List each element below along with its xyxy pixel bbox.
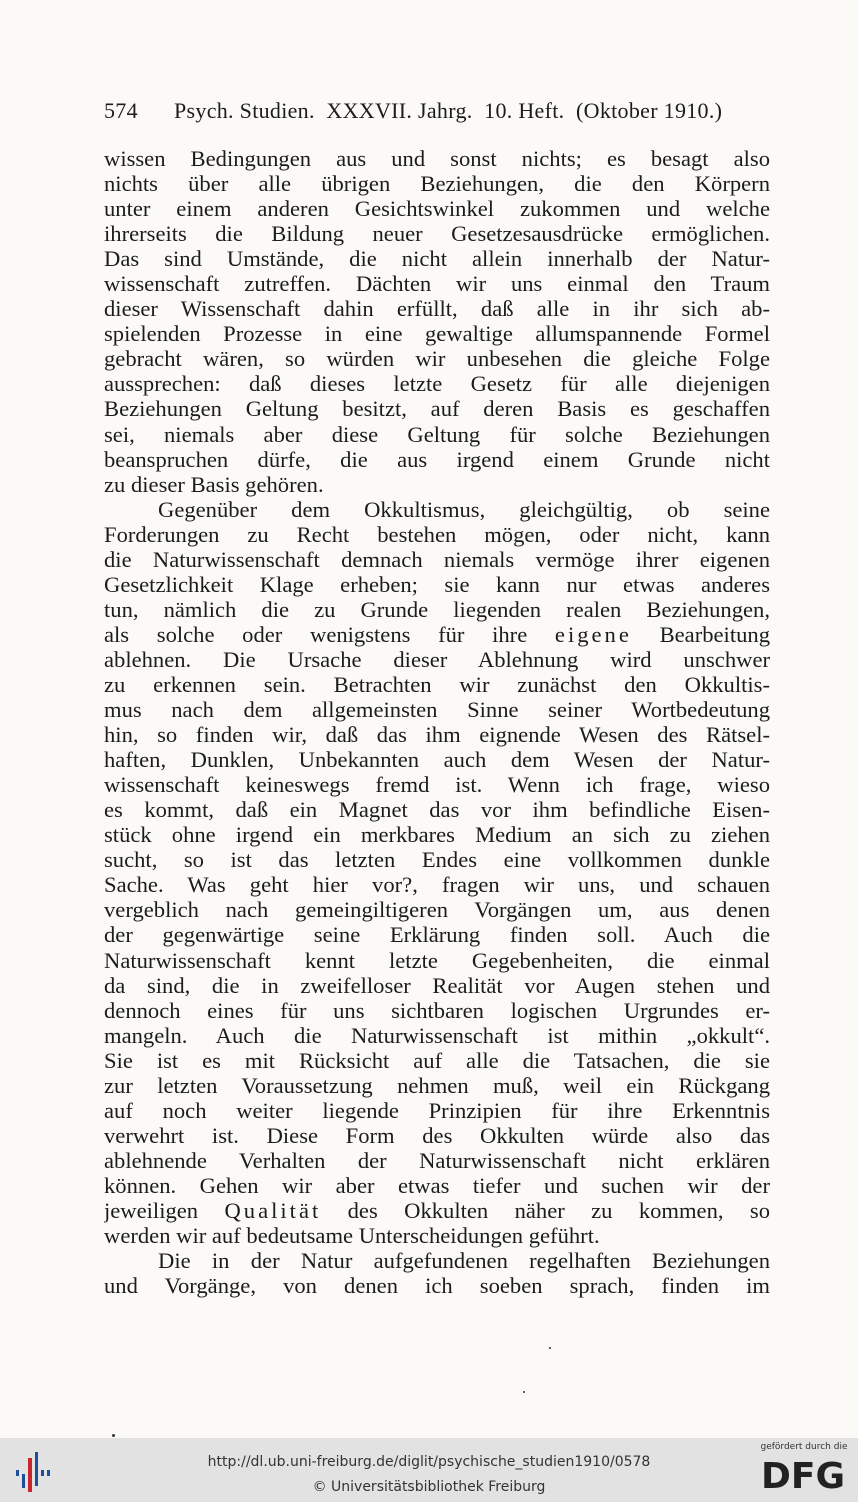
text-line: nichts über alle übrigen Beziehungen, die den Körpern [104,171,770,197]
text-segment: jeweiligen [104,1197,225,1223]
text-line: es kommt, daß ein Magnet das vor ihm befindliche Eisen- [104,797,770,823]
body-text [104,146,770,1298]
text-line: beanspruchen dürfe, die aus irgend einem Grunde nicht [104,446,770,472]
text-line: ihrerseits die Bildung neuer Gesetzesausdrücke ermöglichen. [104,221,770,247]
text-line: zur letzten Voraussetzung nehmen muß, weil ein Rückgang [104,1072,770,1098]
page-number: 574 [104,98,138,123]
scan-speck [549,1347,551,1349]
text-line: spielenden Prozesse in eine gewaltige allumspannende Formel [104,321,770,347]
text-line: tun, nämlich die zu Grunde liegenden realen Beziehungen, [104,596,770,622]
text-line: Sie ist es mit Rücksicht auf alle die Tatsachen, die sie [104,1047,770,1073]
funding-note: gefördert durch die [760,1442,848,1452]
text-line: können. Gehen wir aber etwas tiefer und suchen wir der [104,1172,770,1198]
spaced-emphasis: Qualität [224,1197,322,1223]
text-line: verwehrt ist. Diese Form des Okkulten würde also das [104,1122,770,1148]
text-line-with-emphasis [104,1198,770,1223]
text-line: Sache. Was geht hier vor?, fragen wir uns, und schauen [104,872,770,898]
text-line: aussprechen: daß dieses letzte Gesetz für alle diejenigen [104,371,770,397]
dfg-funding-block [756,1442,852,1498]
spaced-emphasis: eigene [554,621,632,647]
footer-copyright: © Universitätsbibliothek Freiburg [312,1479,546,1495]
text-line: Naturwissenschaft kennt letzte Gegebenheiten, die einmal [104,947,770,973]
text-segment: Bearbeitung [631,621,770,647]
text-line: der gegenwärtige seine Erklärung finden soll. Auch die [104,922,770,948]
text-line: hin, so finden wir, daß das ihm eignende Wesen des Rätsel- [104,722,770,748]
text-line: da sind, die in zweifelloser Realität vor Augen stehen und [104,972,770,998]
text-line-with-emphasis [104,622,770,647]
text-line: mangeln. Auch die Naturwissenschaft ist mithin „okkult“. [104,1022,770,1048]
text-line: sei, niemals aber diese Geltung für solche Beziehungen [104,421,770,447]
viewer-footer [0,1438,858,1502]
text-line: Das sind Umstände, die nicht allein innerhalb der Natur- [104,246,770,272]
text-line: stück ohne irgend ein merkbares Medium an sich zu ziehen [104,822,770,848]
text-line: vergeblich nach gemeingiltigeren Vorgängen um, aus denen [104,897,770,923]
text-line: auf noch weiter liegende Prinzipien für ihre Erkenntnis [104,1097,770,1123]
text-line: wissenschaft zutreffen. Dächten wir uns einmal den Traum [104,271,770,297]
text-line: zu erkennen sein. Betrachten wir zunächst den Okkultis- [104,671,770,697]
dfg-logo-text: DFG [760,1456,846,1492]
text-segment: des Okkulten näher zu kommen, so [321,1197,770,1223]
text-line: die Naturwissenschaft demnach niemals vermöge ihrer eigenen [104,546,770,572]
text-line: wissenschaft keineswegs fremd ist. Wenn ich frage, wieso [104,772,770,798]
text-line: dieser Wissenschaft dahin erfüllt, daß alle in ihr sich ab- [104,296,770,322]
running-head [104,98,770,126]
footer-url[interactable]: http://dl.ub.uni-freiburg.de/diglit/psychische_studien1910/0578 [207,1454,651,1470]
text-line: mus nach dem allgemeinsten Sinne seiner Wortbedeutung [104,697,770,723]
text-line: dennoch eines für uns sichtbaren logischen Urgrundes er- [104,997,770,1023]
text-line: wissen Bedingungen aus und sonst nichts; es besagt also [104,146,770,171]
text-segment: als solche oder wenigstens für ihre [104,621,555,647]
scan-speck [112,1434,115,1437]
paragraph-end-line: werden wir auf bedeutsame Unterscheidungen geführt. [104,1223,600,1249]
text-line: sucht, so ist das letzten Endes eine vollkommen dunkle [104,847,770,873]
text-line: unter einem anderen Gesichtswinkel zukommen und welche [104,196,770,222]
text-line: haften, Dunklen, Unbekannten auch dem Wesen der Natur- [104,747,770,773]
text-line: Gesetzlichkeit Klage erheben; sie kann nur etwas anderes [104,571,770,597]
text-line: ablehnen. Die Ursache dieser Ablehnung wird unschwer [104,646,770,672]
paragraph-start-line: Gegenüber dem Okkultismus, gleichgültig, ob seine [158,496,770,522]
text-line: Beziehungen Geltung besitzt, auf deren Basis es geschaffen [104,396,770,422]
paragraph-end-line: zu dieser Basis gehören. [104,471,324,497]
running-title: Psych. Studien. XXXVII. Jahrg. 10. Heft. (Oktober 1910.) [174,98,723,123]
paragraph-start-line: Die in der Natur aufgefundenen regelhaften Beziehungen [158,1248,770,1274]
text-line: gebracht wären, so würden wir unbesehen die gleiche Folge [104,346,770,372]
text-line: ablehnende Verhalten der Naturwissenschaft nicht erklären [104,1147,770,1173]
scan-speck [523,1391,525,1393]
dfg-logo-icon [758,1456,848,1492]
text-line: Forderungen zu Recht bestehen mögen, oder nicht, kann [104,521,770,547]
text-line: und Vorgänge, von denen ich soeben sprach, finden im [104,1273,770,1299]
